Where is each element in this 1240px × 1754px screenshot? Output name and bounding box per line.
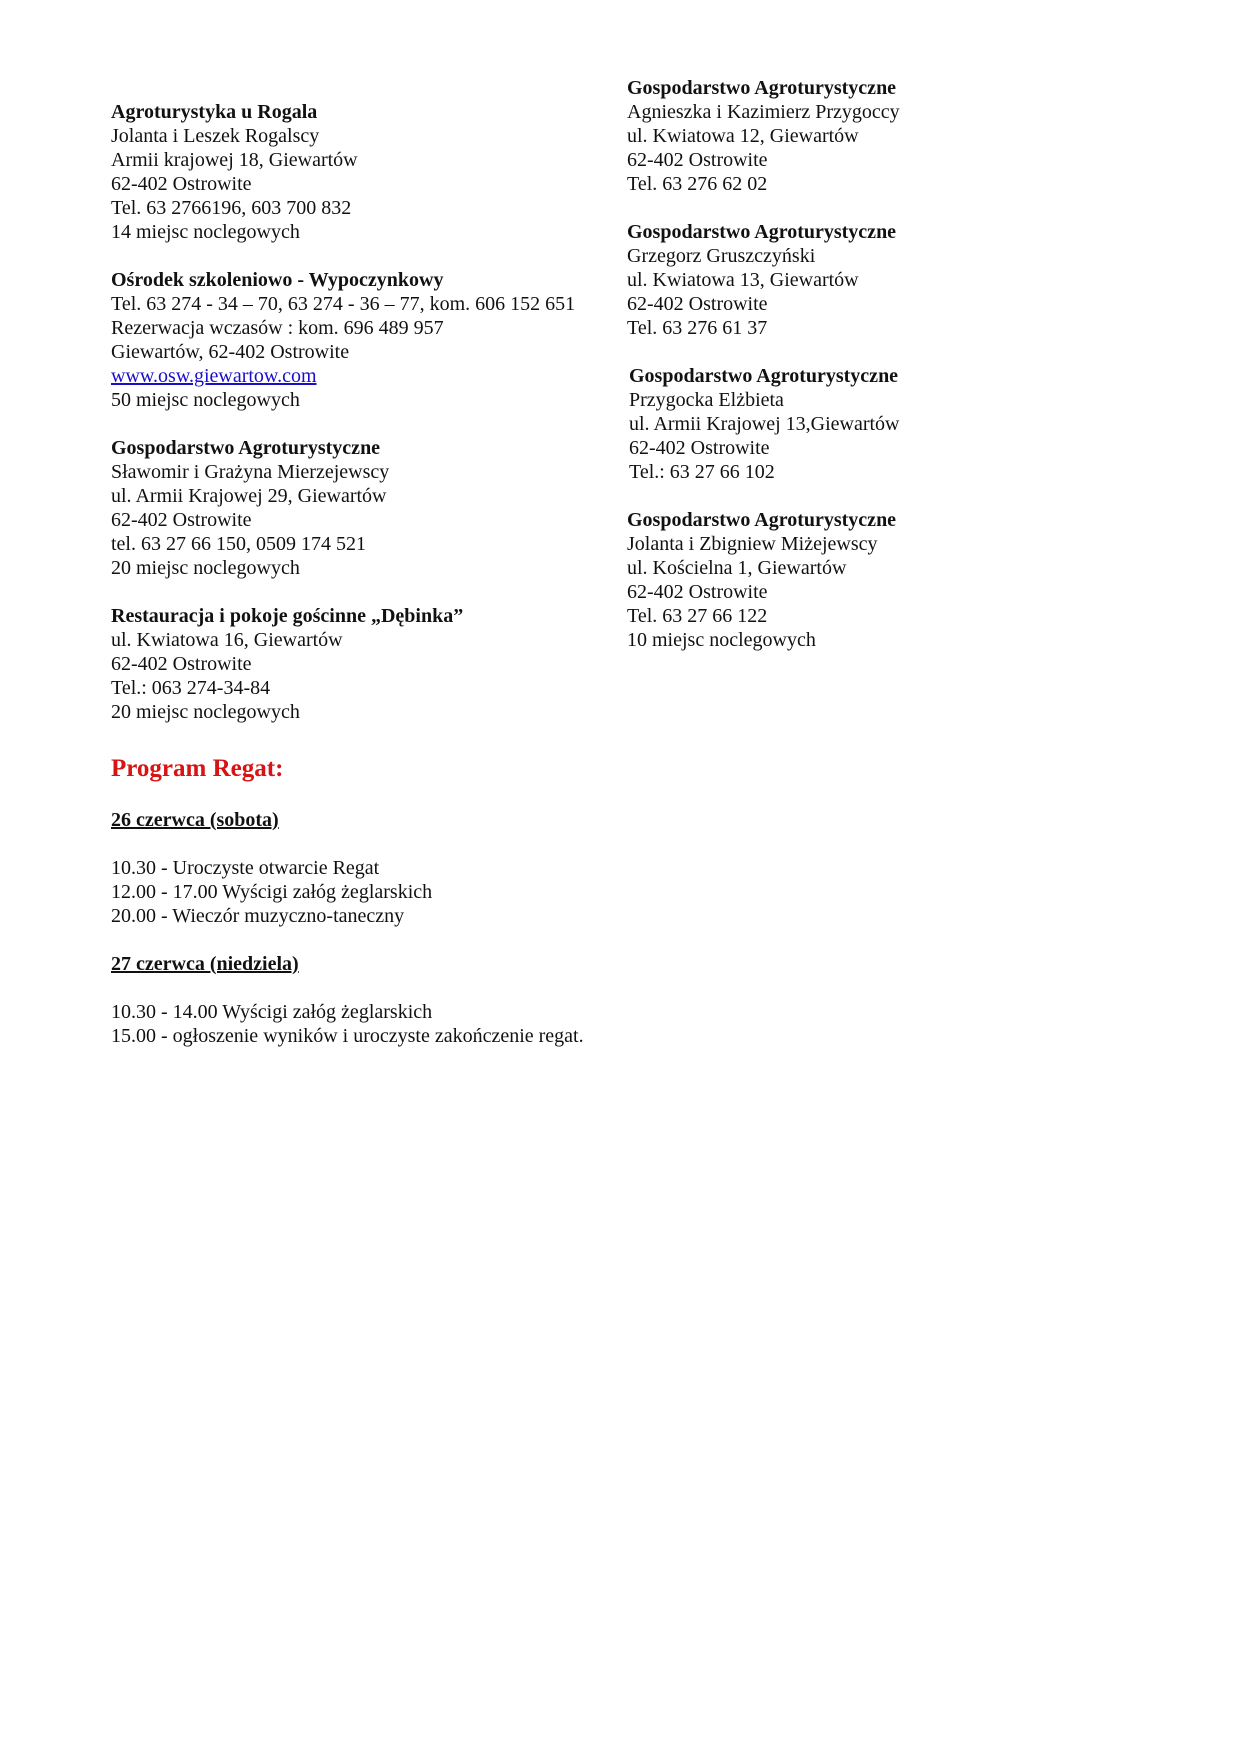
listing-address: ul. Kwiatowa 16, Giewartów — [111, 629, 343, 651]
day2-heading: 27 czerwca (niedziela) — [111, 953, 299, 975]
schedule-item: 12.00 - 17.00 Wyścigi załóg żeglarskich — [111, 881, 433, 903]
listing-phone: Tel.: 063 274-34-84 — [111, 677, 271, 699]
schedule-item: 10.30 - 14.00 Wyścigi załóg żeglarskich — [111, 1001, 433, 1023]
listing-phone: Tel. 63 276 61 37 — [627, 317, 768, 339]
listing-name: Gospodarstwo Agroturystyczne — [629, 365, 899, 387]
listing-address: ul. Kościelna 1, Giewartów — [627, 557, 847, 579]
listing-reservation: Rezerwacja wczasów : kom. 696 489 957 — [111, 317, 444, 339]
listing-name: Restauracja i pokoje gościnne „Dębinka” — [111, 605, 464, 627]
listing-owners: Agnieszka i Kazimierz Przygoccy — [627, 101, 900, 123]
listing-postal: 62-402 Ostrowite — [111, 173, 252, 195]
listing-address: ul. Armii Krajowej 29, Giewartów — [111, 485, 387, 507]
day1-heading: 26 czerwca (sobota) — [111, 809, 279, 831]
listing-name: Agroturystyka u Rogala — [111, 101, 318, 123]
listing-owners: Jolanta i Zbigniew Miżejewscy — [627, 533, 878, 555]
schedule-item: 15.00 - ogłoszenie wyników i uroczyste zakończenie regat. — [111, 1025, 584, 1047]
listing-beds: 50 miejsc noclegowych — [111, 389, 300, 411]
listing-postal: 62-402 Ostrowite — [629, 437, 770, 459]
listing-postal: 62-402 Ostrowite — [111, 653, 252, 675]
listing-name: Gospodarstwo Agroturystyczne — [111, 437, 381, 459]
listing-name: Ośrodek szkoleniowo - Wypoczynkowy — [111, 269, 444, 291]
website-link[interactable]: www.osw.giewartow.com — [111, 365, 317, 387]
listing-postal: 62-402 Ostrowite — [627, 581, 768, 603]
listing-address: Giewartów, 62-402 Ostrowite — [111, 341, 350, 363]
schedule-item: 20.00 - Wieczór muzyczno-taneczny — [111, 905, 405, 927]
listing-owners: Przygocka Elżbieta — [629, 389, 784, 411]
schedule-item: 10.30 - Uroczyste otwarcie Regat — [111, 857, 380, 879]
listing-address: ul. Kwiatowa 13, Giewartów — [627, 269, 859, 291]
listing-owners: Grzegorz Gruszczyński — [627, 245, 816, 267]
program-title: Program Regat: — [111, 755, 284, 782]
listing-address: Armii krajowej 18, Giewartów — [111, 149, 358, 171]
listing-name: Gospodarstwo Agroturystyczne — [627, 77, 897, 99]
listing-owners: Sławomir i Grażyna Mierzejewscy — [111, 461, 390, 483]
listing-beds: 14 miejsc noclegowych — [111, 221, 300, 243]
listing-phone: Tel. 63 2766196, 603 700 832 — [111, 197, 352, 219]
listing-phone: Tel.: 63 27 66 102 — [629, 461, 775, 483]
listing-phone: Tel. 63 274 - 34 – 70, 63 274 - 36 – 77, kom. 606 152 651 — [111, 293, 576, 315]
listing-postal: 62-402 Ostrowite — [627, 293, 768, 315]
listing-beds: 20 miejsc noclegowych — [111, 701, 300, 723]
listing-beds: 10 miejsc noclegowych — [627, 629, 816, 651]
listing-phone: Tel. 63 276 62 02 — [627, 173, 768, 195]
listing-owners: Jolanta i Leszek Rogalscy — [111, 125, 320, 147]
listing-name: Gospodarstwo Agroturystyczne — [627, 221, 897, 243]
listing-name: Gospodarstwo Agroturystyczne — [627, 509, 897, 531]
listing-beds: 20 miejsc noclegowych — [111, 557, 300, 579]
listing-address: ul. Kwiatowa 12, Giewartów — [627, 125, 859, 147]
listing-phone: tel. 63 27 66 150, 0509 174 521 — [111, 533, 366, 555]
listing-address: ul. Armii Krajowej 13,Giewartów — [629, 413, 900, 435]
listing-postal: 62-402 Ostrowite — [627, 149, 768, 171]
listing-phone: Tel. 63 27 66 122 — [627, 605, 768, 627]
listing-postal: 62-402 Ostrowite — [111, 509, 252, 531]
